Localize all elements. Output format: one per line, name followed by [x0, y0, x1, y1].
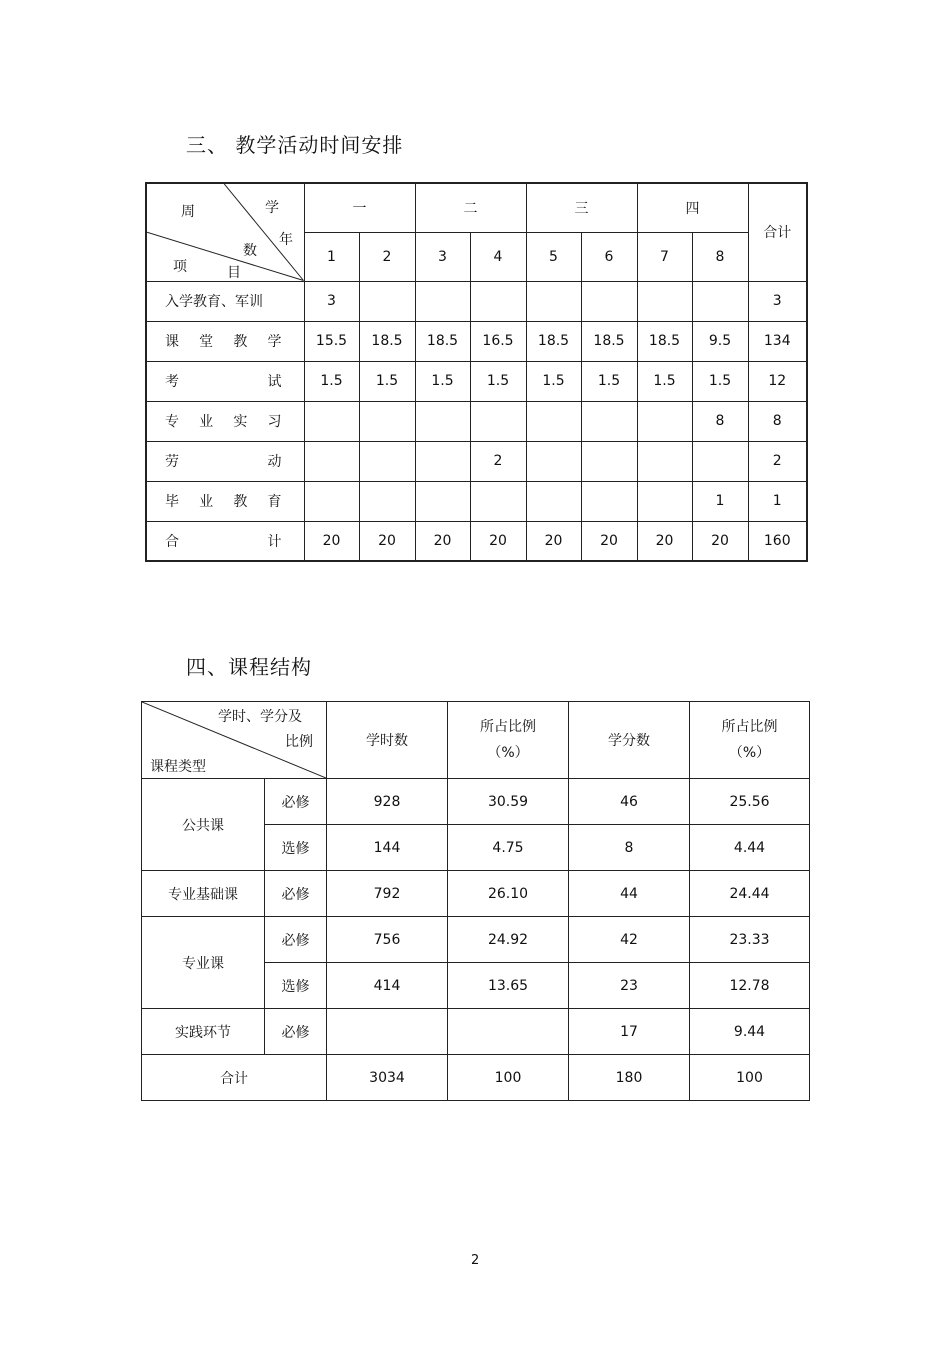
- semester-header: 5: [526, 232, 581, 281]
- cell: [526, 481, 581, 521]
- table-row: [142, 1009, 810, 1055]
- corner-label-shu: 数: [243, 243, 257, 259]
- header-credits-pct: 所占比例 （%）: [690, 702, 810, 779]
- cell: [581, 401, 637, 441]
- cell: 20: [637, 521, 692, 561]
- semester-header: 1: [304, 232, 359, 281]
- cell: [470, 281, 526, 321]
- table-row: [142, 917, 810, 963]
- cell: [359, 281, 415, 321]
- cell: 1.5: [526, 361, 581, 401]
- cell: [637, 281, 692, 321]
- course-kind: 选修: [265, 963, 327, 1009]
- cell: 23.33: [690, 917, 810, 963]
- cell: [415, 401, 470, 441]
- table-row: [146, 481, 807, 521]
- cell: [470, 481, 526, 521]
- cell: [359, 401, 415, 441]
- row-total: 1: [748, 481, 807, 521]
- corner-label-xiang: 项: [173, 259, 187, 275]
- cell: 20: [470, 521, 526, 561]
- cell: [637, 401, 692, 441]
- cell: 1.5: [415, 361, 470, 401]
- group-name: 实践环节: [142, 1009, 265, 1055]
- cell: 756: [327, 917, 448, 963]
- semester-header: 2: [359, 232, 415, 281]
- cell: [526, 401, 581, 441]
- cell: [415, 481, 470, 521]
- row-label: 入学教育、军训: [146, 281, 304, 321]
- cell: [359, 481, 415, 521]
- cell: 20: [526, 521, 581, 561]
- corner-label-xue: 学: [265, 200, 279, 216]
- cell: 20: [581, 521, 637, 561]
- cell: 3034: [327, 1055, 448, 1101]
- cell: [692, 441, 748, 481]
- cell: 4.75: [448, 825, 569, 871]
- cell: [304, 441, 359, 481]
- group-name: 公共课: [142, 779, 265, 871]
- cell: 20: [304, 521, 359, 561]
- cell: 1.5: [637, 361, 692, 401]
- cell: 100: [690, 1055, 810, 1101]
- table-row: [146, 401, 807, 441]
- cell: [637, 481, 692, 521]
- semester-header: 7: [637, 232, 692, 281]
- row-label: 合 计: [146, 521, 304, 561]
- cell: 18.5: [526, 321, 581, 361]
- cell: 1.5: [304, 361, 359, 401]
- cell: 1.5: [359, 361, 415, 401]
- cell: [304, 401, 359, 441]
- cell: 18.5: [637, 321, 692, 361]
- cell: [415, 441, 470, 481]
- cell: 24.92: [448, 917, 569, 963]
- semester-header: 6: [581, 232, 637, 281]
- cell: 3: [304, 281, 359, 321]
- cell: [448, 1009, 569, 1055]
- cell: [304, 481, 359, 521]
- cell: 180: [569, 1055, 690, 1101]
- row-total: 8: [748, 401, 807, 441]
- cell: 20: [359, 521, 415, 561]
- course-structure-table: [141, 701, 810, 1101]
- table-row: [146, 521, 807, 561]
- cell: [327, 1009, 448, 1055]
- cell: 20: [692, 521, 748, 561]
- total-label: 合计: [142, 1055, 327, 1101]
- cell: 8: [692, 401, 748, 441]
- schedule-table: [145, 182, 808, 562]
- row-total: 160: [748, 521, 807, 561]
- cell: 17: [569, 1009, 690, 1055]
- course-kind: 必修: [265, 1009, 327, 1055]
- cell: 16.5: [470, 321, 526, 361]
- cell: [581, 481, 637, 521]
- row-total: 2: [748, 441, 807, 481]
- row-label: 课 堂 教 学: [146, 321, 304, 361]
- cell: [470, 401, 526, 441]
- cell: 23: [569, 963, 690, 1009]
- row-total: 12: [748, 361, 807, 401]
- cell: [526, 281, 581, 321]
- cell: 1.5: [692, 361, 748, 401]
- corner-label-ratio: 比例: [285, 734, 313, 750]
- cell: 18.5: [415, 321, 470, 361]
- corner-label-nian: 年: [279, 232, 293, 248]
- corner-label-top: 学时、学分及: [218, 709, 302, 725]
- row-label: 劳 动: [146, 441, 304, 481]
- cell: [359, 441, 415, 481]
- table-row: [146, 281, 807, 321]
- row-label: 考 试: [146, 361, 304, 401]
- row-total: 3: [748, 281, 807, 321]
- table-row: [146, 361, 807, 401]
- cell: 9.5: [692, 321, 748, 361]
- row-total: 134: [748, 321, 807, 361]
- semester-header: 8: [692, 232, 748, 281]
- cell: 8: [569, 825, 690, 871]
- header-hours: 学时数: [327, 702, 448, 779]
- page-number: 2: [471, 1253, 480, 1268]
- year-header: 四: [637, 183, 748, 232]
- cell: 12.78: [690, 963, 810, 1009]
- year-header: 一: [304, 183, 415, 232]
- table-row: [142, 871, 810, 917]
- cell: [637, 441, 692, 481]
- cell: 9.44: [690, 1009, 810, 1055]
- schedule-corner-header: [146, 183, 304, 281]
- cell: 30.59: [448, 779, 569, 825]
- total-header: 合计: [748, 183, 807, 281]
- table-row: [146, 321, 807, 361]
- year-header: 三: [526, 183, 637, 232]
- corner-label-week: 周: [181, 204, 195, 220]
- cell: 44: [569, 871, 690, 917]
- course-kind: 必修: [265, 917, 327, 963]
- cell: 4.44: [690, 825, 810, 871]
- cell: 144: [327, 825, 448, 871]
- cell: [692, 281, 748, 321]
- semester-header: 3: [415, 232, 470, 281]
- corner-label-type: 课程类型: [150, 759, 206, 775]
- table-row: [142, 779, 810, 825]
- cell: 414: [327, 963, 448, 1009]
- cell: 792: [327, 871, 448, 917]
- row-label: 毕 业 教 育: [146, 481, 304, 521]
- cell: 18.5: [359, 321, 415, 361]
- structure-corner-header: [142, 702, 327, 779]
- cell: 13.65: [448, 963, 569, 1009]
- cell: 46: [569, 779, 690, 825]
- course-kind: 必修: [265, 779, 327, 825]
- course-kind: 选修: [265, 825, 327, 871]
- table-row: [146, 441, 807, 481]
- cell: 42: [569, 917, 690, 963]
- cell: [415, 281, 470, 321]
- group-name: 专业基础课: [142, 871, 265, 917]
- cell: 25.56: [690, 779, 810, 825]
- cell: 1.5: [470, 361, 526, 401]
- cell: 928: [327, 779, 448, 825]
- group-name: 专业课: [142, 917, 265, 1009]
- cell: 24.44: [690, 871, 810, 917]
- cell: [581, 441, 637, 481]
- cell: 18.5: [581, 321, 637, 361]
- cell: 2: [470, 441, 526, 481]
- cell: [581, 281, 637, 321]
- cell: [526, 441, 581, 481]
- header-hours-pct: 所占比例 （%）: [448, 702, 569, 779]
- course-kind: 必修: [265, 871, 327, 917]
- cell: 15.5: [304, 321, 359, 361]
- section-4-title: 四、课程结构: [186, 655, 312, 679]
- cell: 26.10: [448, 871, 569, 917]
- cell: 20: [415, 521, 470, 561]
- cell: 100: [448, 1055, 569, 1101]
- corner-label-mu: 目: [227, 265, 241, 281]
- header-credits: 学分数: [569, 702, 690, 779]
- year-header: 二: [415, 183, 526, 232]
- row-label: 专 业 实 习: [146, 401, 304, 441]
- total-row: [142, 1055, 810, 1101]
- section-3-title: 三、 教学活动时间安排: [186, 133, 404, 157]
- cell: 1.5: [581, 361, 637, 401]
- semester-header: 4: [470, 232, 526, 281]
- cell: 1: [692, 481, 748, 521]
